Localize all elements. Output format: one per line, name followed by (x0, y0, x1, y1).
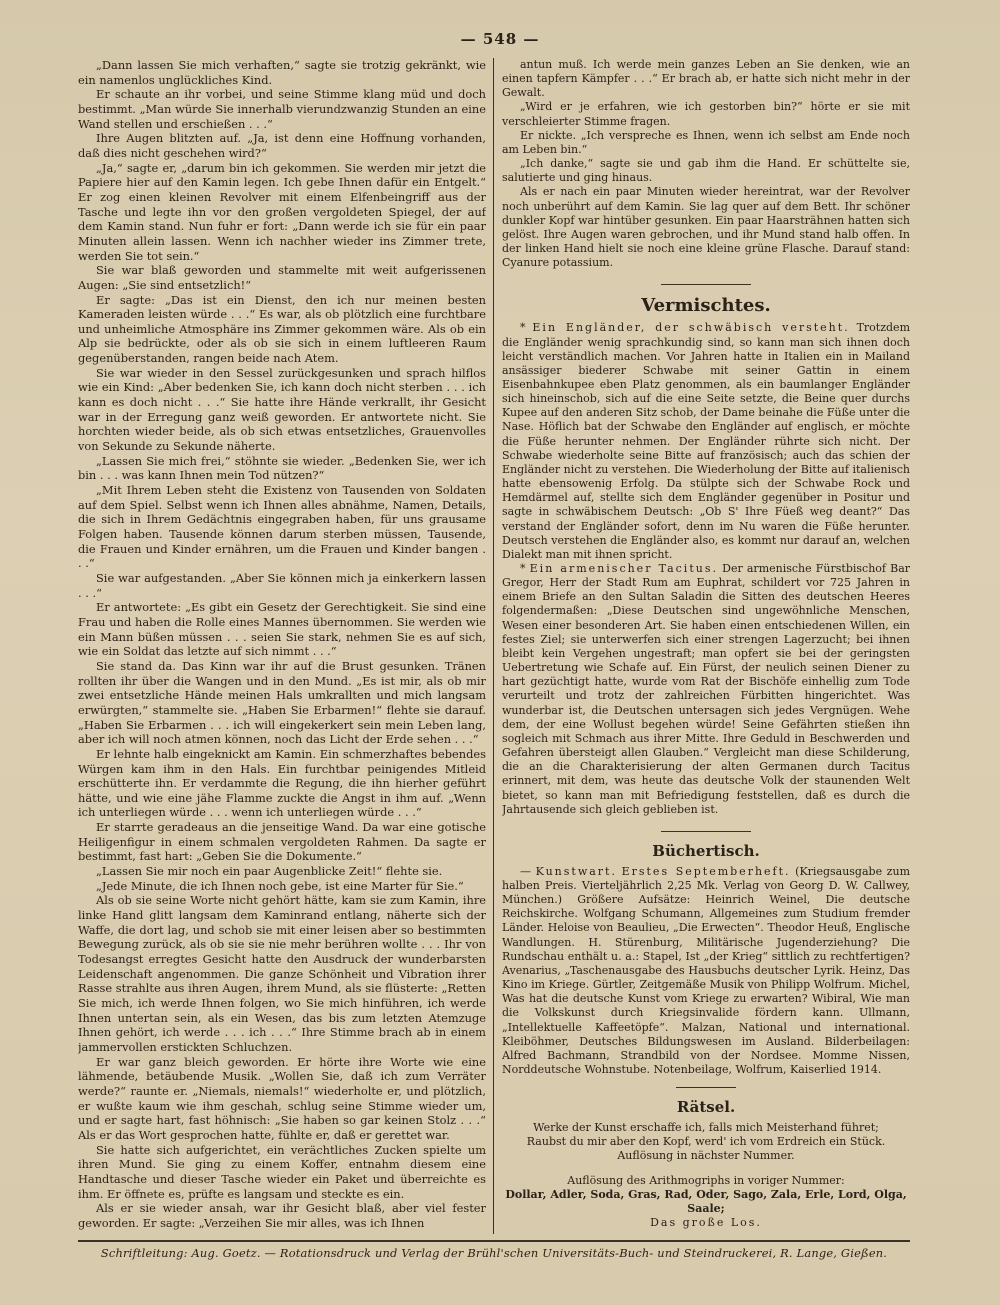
vermischtes-item-text: Trotzdem die Engländer wenig sprachkundig sind, so kann man sich ihnen doch leicht verständlich machen. Vor Jahren hatte in Italien ein in Mailand ansässiger biederer Schwabe mit seiner Gattin in einem Eisenbahnkupee eben Platz genommen, als ein baumlanger Engländer sich hineinschob, sich auf die eine Seite setzte, die Beine quer durchs Kupee auf den anderen Sitz schob, der Dame beinahe die Füße unter die Nase. Höflich bat der Schwabe den Engländer auf englisch, er möchte die Füße herunter nehmen. Der Engländer rührte sich nicht. Der Schwabe wiederholte seine Bitte auf französisch; auch das schien der Engländer nicht zu verstehen. Die Wiederholung der Bitte auf italienisch hatte ebensowenig Erfolg. Da stülpte sich der Schwabe Rock und Hemdärmel auf, stellte sich dem Engländer gegenüber in Positur und sagte in schwäbischem Deutsch: „Ob S' Ihre Füeß weg deant?“ Das verstand der Engländer sofort, denn im Nu waren die Füße herunter. Deutsch verstehen die Engländer also, es kommt nur darauf an, welchen Dialekt man mit ihnen spricht. (502, 321, 910, 561)
story-paragraph: Sie hatte sich aufgerichtet, ein verächtliches Zucken spielte um ihren Mund. Sie ging zu einem Koffer, entnahm diesem eine Handtasche und dieser Tasche wieder ein Paket und überreichte es ihm. Er öffnete es, prüfte es langsam und steckte es ein. (78, 1142, 486, 1201)
story-paragraph: „Mit Ihrem Leben steht die Existenz von Tausenden von Soldaten auf dem Spiel. Selbst wenn ich Ihnen alles abnähme, Namen, Details, die sich in Ihrem Gedächtnis eingegraben haben, für uns grausame Folgen haben. Tausende können darum sterben müssen, Tausende, die Frauen und Kinder ernähren, um die Frauen und Kinder bangen . . .“ (78, 483, 486, 571)
raetsel-line: Raubst du mir aber den Kopf, werd' ich vom Erdreich ein Stück. (526, 1135, 886, 1149)
story-paragraph: Als er nach ein paar Minuten wieder hereintrat, war der Revolver noch unberührt auf dem Kamin. Sie lag quer auf dem Bett. Ihr schöner dunkler Kopf war hintüber gesunken. Ein paar Haarsträhnen hatten sich gelöst. Ihre Augen waren gebrochen, und ihr Mund stand halb offen. In der linken Hand hielt sie noch eine kleine grüne Flasche. Darauf stand: Cyanure potassium. (502, 185, 910, 270)
story-paragraph: „Ich danke,“ sagte sie und gab ihm die Hand. Er schüttelte sie, salutierte und ging hinaus. (502, 157, 910, 185)
story-paragraph: „Jede Minute, die ich Ihnen noch gebe, ist eine Marter für Sie.“ (96, 878, 464, 893)
page-number: — 548 — (460, 30, 540, 48)
story-paragraph: Er starrte geradeaus an die jenseitige Wand. Da war eine gotische Heiligenfigur in einem schmalen vergoldeten Rahmen. Da sagte er bestimmt, fast hart: „Geben Sie die Dokumente.“ (78, 820, 486, 864)
buechertisch-entry: — Kunstwart. Erstes Septemberheft. (Kriegsausgabe zum halben Preis. Vierteljährlich 2,25 Mk. Verlag von Georg D. W. Callwey, München.) Größere Aufsätze: Heinrich Weinel, Die deutsche Reichskirche. Wolfgang Schumann, Allgemeines zum Studium fremder Länder. Heloise von Beaulieu, „Die Erwecten“. Theodor Heuß, Englische Wandlungen. H. Stürenburg, Militärische Jugenderziehung? Die Rundschau enthält u. a.: Stapel, Ist „der Krieg“ sittlich zu rechtfertigen? Avenarius, „Taschenausgabe des Hausbuchs deutscher Lyrik. Heinz, Das Kino im Kriege. Gürtler, Zeitgemäße Musik von Philipp Wolfrum. Michel, Was hat die deutsche Kunst vom Kriege zu erwarten? Wibiral, Wie man die Volkskunst durch Kriegsinvalide fördern kann. Ullmann, „Intellektuelle Kaffeetöpfe“. Malzan, National und international. Kleiböhmer, Deutsches Bildungswesen im Ausland. Bilderbeilagen: Alfred Bachmann, Strandbild von der Nordsee. Momme Nissen, Norddeutsche Wohnstube. Notenbeilage, Wolfrum, Kaiserlied 1914. (502, 864, 910, 1076)
story-paragraph: „Wird er je erfahren, wie ich gestorben bin?“ hörte er sie mit verschleierter Stimme fragen. (502, 100, 910, 128)
story-paragraph: „Ja,“ sagte er, „darum bin ich gekommen. Sie werden mir jetzt die Papiere hier auf den Kamin legen. Ich gebe Ihnen dafür ein Entgelt.“ Er zog einen kleinen Revolver mit einem Elfenbeingriff aus der Tasche und legte ihn vor den großen vergoldeten Spiegel, der auf dem Kamin stand. Nun fuhr er fort: „Dann werde ich sie für ein paar Minuten allein lassen. Wenn ich nachher wieder ins Zimmer trete, werden Sie tot sein.“ (78, 160, 486, 263)
left-column (78, 58, 486, 1233)
section-rule (676, 1087, 736, 1088)
raetsel-heading: Rätsel. (676, 1098, 736, 1117)
raetsel-note: Auflösung in nächster Nummer. (617, 1149, 795, 1163)
story-paragraph: Er schaute an ihr vorbei, und seine Stimme klang müd und doch bestimmt. „Man würde Sie innerhalb vierundzwanzig Stunden an eine Wand stellen und erschießen . . .“ (78, 87, 486, 131)
story-paragraph: Als ob sie seine Worte nicht gehört hätte, kam sie zum Kamin, ihre linke Hand glitt langsam dem Kaminrand entlang, näherte sich der Waffe, die dort lag, und schob sie mit einer leisen aber so bestimmten Bewegung zurück, als ob sie sie nie mehr berühren wollte . . . Ihr von Todesangst erregtes Gesicht hatte den Ausdruck der wunderbarsten Leidenschaft angenommen. Die ganze Schönheit und Vibration ihrer Rasse strahlte aus ihren Augen, ihrem Mund, als sie flüsterte: „Retten Sie mich, ich werde Ihnen folgen, wo Sie mich hinführen, ich werde Ihnen untertan sein, als ein Wesen, das bis zum letzten Atemzuge Ihnen gehört, ich werde . . . ich . . .“ Ihre Stimme brach ab in einem jammervollen erstickten Schluchzen. (78, 893, 486, 1054)
section-rule (661, 831, 751, 832)
story-paragraph: Er lehnte halb eingeknickt am Kamin. Ein schmerzhaftes bebendes Würgen kam ihm in den Hals. Ein furchtbar peinigendes Mitleid erschütterte ihn. Er verdammte die Regung, die ihn hierher geführt hätte, und wie eine jähe Flamme zuckte die Angst in ihm auf. „Wenn ich unterliegen würde . . . wenn ich unterliegen würde . . .“ (78, 746, 486, 820)
raetsel-solution-words: Dollar, Adler, Soda, Gras, Rad, Oder, Sago, Zala, Erle, Lord, Olga, Saale; (505, 1187, 907, 1215)
story-paragraph: „Lassen Sie mir noch ein paar Augenblicke Zeit!“ flehte sie. (96, 864, 443, 879)
column-divider (493, 58, 494, 1234)
buechertisch-title: Kunstwart. (535, 864, 617, 878)
vermischtes-heading: Vermischtes. (641, 295, 771, 317)
story-paragraph: „Lassen Sie mich frei,“ stöhnte sie wieder. „Bedenken Sie, wer ich bin . . . was kann Ihnen mein Tod nützen?“ (78, 453, 486, 483)
story-paragraph: Er antwortete: „Es gibt ein Gesetz der Gerechtigkeit. Sie sind eine Frau und haben die Rolle eines Mannes übernommen. Sie werden wie ein Mann büßen müssen . . . seien Sie stark, nehmen Sie es auf sich, wie ein Soldat das letzte auf sich nimmt . . .“ (78, 600, 486, 659)
story-paragraph: „Dann lassen Sie mich verhaften,“ sagte sie trotzig gekränkt, wie ein namenlos unglückliches Kind. (78, 58, 486, 87)
story-paragraph: Als er sie wieder ansah, war ihr Gesicht blaß, aber viel fester geworden. Er sagte: „Verzeihen Sie mir alles, was ich Ihnen (78, 1201, 486, 1230)
story-paragraph: Er nickte. „Ich verspreche es Ihnen, wenn ich selbst am Ende noch am Leben bin.“ (502, 128, 910, 156)
story-paragraph: Ihre Augen blitzten auf. „Ja, ist denn eine Hoffnung vorhanden, daß dies nicht geschehen wird?“ (78, 131, 486, 160)
vermischtes-item: * Ein armenischer Tacitus. Der armenische Fürstbischof Bar Gregor, Herr der Stadt Rum am Euphrat, schildert vor 725 Jahren in einem Briefe an den Sultan Saladin die Sitten des deutschen Heeres folgendermaßen: „Diese Deutschen sind ungewöhnliche Menschen, Wesen einer besonderen Art. Sie haben einen entschiedenen Willen, ein festes Ziel; sie unterwerfen sich einer strengen Lagerzucht; bei ihnen bleibt kein Vergehen ungestraft; man opfert sie bei der geringsten Uebertretung wie Schafe auf. Ein Fürst, der neulich seinen Diener zu hart gezüchtigt hatte, wurde vom Rat der Bischöfe einhellig zum Tode verurteilt und trotz der zahlreichen Fürbitten hingerichtet. Was wunderbar ist, die Deutschen untersagen sich jedes Vergnügen. Wehe dem, der eine Wollust begehen würde! Seine Gefährten stießen ihn sogleich mit Schmach aus ihrer Mitte. Ihre Geduld in Beschwerden und Gefahren übersteigt allen Glauben.“ Vergleicht man diese Schilderung, die an die Charakterisierung der alten Germanen durch Tacitus erinnert, mit dem, was heute das deutsche Volk der staunenden Welt bietet, so kann man mit Befriedigung feststellen, daß es durch die Jahrtausende sich gleich geblieben ist. (502, 562, 910, 816)
story-paragraph: antun muß. Ich werde mein ganzes Leben an Sie denken, wie an einen tapfern Kämpfer . . .“ Er brach ab, er hatte sich nicht mehr in der Gewalt. (502, 58, 910, 100)
buechertisch-heading: Büchertisch. (652, 841, 760, 860)
section-rule (661, 284, 751, 285)
story-paragraph: Sie war aufgestanden. „Aber Sie können mich ja einkerkern lassen . . .“ (78, 570, 486, 600)
story-paragraph: Sie war blaß geworden und stammelte mit weit aufgerissenen Augen: „Sie sind entsetzlich!“ (78, 263, 486, 292)
vermischtes-section (502, 321, 910, 816)
story-paragraph: Er war ganz bleich geworden. Er hörte ihre Worte wie eine lähmende, betäubende Musik. „Wollen Sie, daß ich zum Verräter werde?“ raunte er. „Niemals, niemals!“ wiederholte er, und plötzlich, er wußte kaum wie ihm geschah, schlug seine Stimme wieder um, und er sagte hart, fast höhnisch: „Sie haben so gar keinen Stolz . . .“ Als er das Wort gesprochen hatte, fühlte er, daß er gerettet war. (78, 1054, 486, 1142)
raetsel-solution-intro: Auflösung des Arithmogriphs in voriger Nummer: (567, 1173, 845, 1187)
raetsel-line: Werke der Kunst erschaffe ich, falls mich Meisterhand führet; (533, 1121, 879, 1135)
raetsel-solution-final: Das große Los. (650, 1216, 762, 1230)
story-paragraph: Sie war wieder in den Sessel zurückgesunken und sprach hilflos wie ein Kind: „Aber bedenken Sie, ich kann doch nicht sterben . . . ich kann es doch nicht . . .“ Sie hatte ihre Hände verkrallt, ihr Gesicht war in der Erregung ganz weiß geworden. Er antwortete nicht. Sie horchten wieder beide, als ob sich etwas entsetzliches, Grauenvolles von Sekunde zu Sekunde näherte. (78, 365, 486, 454)
footer-rule (78, 1240, 910, 1242)
story-continuation (502, 58, 910, 270)
raetsel-section (502, 1121, 910, 1230)
buechertisch-text: (Kriegsausgabe zum halben Preis. Vierteljährlich 2,25 Mk. Verlag von Georg D. W. Callwey, München.) Größere Aufsätze: Heinrich Weinel, Die deutsche Reichskirche. Wolfgang Schumann, Allgemeines zum Studium fremder Länder. Heloise von Beaulieu, „Die Erwecten“. Theodor Heuß, Englische Wandlungen. H. Stürenburg, Militärische Jugenderziehung? Die Rundschau enthält u. a.: Stapel, Ist „der Krieg“ sittlich zu rechtfertigen? Avenarius, „Taschenausgabe des Hausbuchs deutscher Lyrik. Heinz, Das Kino im Kriege. Gürtler, Zeitgemäße Musik von Philipp Wolfrum. Michel, Was hat die deutsche Kunst vom Kriege zu erwarten? Wibiral, Wie man die Volkskunst durch Kriegsinvalide fördern kann. Ullmann, „Intellektuelle Kaffeetöpfe“. Malzan, National und international. Kleiböhmer, Deutsches Bildungswesen im Ausland. Bilderbeilagen: Alfred Bachmann, Strandbild von der Nordsee. Momme Nissen, Norddeutsche Wohnstube. Notenbeilage, Wolfrum, Kaiserlied 1914. (502, 864, 910, 1076)
imprint-footer: Schriftleitung: Aug. Goetz. — Rotationsdruck und Verlag der Brühl'schen Universitäts-Buch- und Steindruckerei, R. Lange, Gießen. (100, 1246, 888, 1260)
vermischtes-item-title: Ein Engländer, der schwäbisch versteht. (532, 321, 850, 335)
vermischtes-item: * Ein Engländer, der schwäbisch versteht. Trotzdem die Engländer wenig sprachkundig sind, so kann man sich ihnen doch leicht verständlich machen. Vor Jahren hatte in Italien ein in Mailand ansässiger biederer Schwabe mit seiner Gattin in einem Eisenbahnkupee eben Platz genommen, als ein baumlanger Engländer sich hineinschob, sich auf die eine Seite setzte, die Beine quer durchs Kupee auf den anderen Sitz schob, der Dame beinahe die Füße unter die Nase. Höflich bat der Schwabe den Engländer auf englisch, er möchte die Füße herunter nehmen. Der Engländer rührte sich nicht. Der Schwabe wiederholte seine Bitte auf französisch; auch das schien der Engländer nicht zu verstehen. Die Wiederholung der Bitte auf italienisch hatte ebensowenig Erfolg. Da stülpte sich der Schwabe Rock und Hemdärmel auf, stellte sich dem Engländer gegenüber in Positur und sagte in schwäbischem Deutsch: „Ob S' Ihre Füeß weg deant?“ Das verstand der Engländer sofort, denn im Nu waren die Füße herunter. Deutsch verstehen die Engländer also, es kommt nur darauf an, welchen Dialekt man mit ihnen spricht. (502, 321, 910, 561)
vermischtes-item-text: Der armenische Fürstbischof Bar Gregor, Herr der Stadt Rum am Euphrat, schildert vor 725 Jahren in einem Briefe an den Sultan Saladin die Sitten des deutschen Heeres folgendermaßen: „Diese Deutschen sind ungewöhnliche Menschen, Wesen einer besonderen Art. Sie haben einen entschiedenen Willen, ein festes Ziel; sie unterwerfen sich einer strengen Lagerzucht; bei ihnen bleibt kein Vergehen ungestraft; man opfert sie bei der geringsten Uebertretung wie Schafe auf. Ein Fürst, der neulich seinen Diener zu hart gezüchtigt hatte, wurde vom Rat der Bischöfe einhellig zum Tode verurteilt und trotz der zahlreichen Fürbitten hingerichtet. Was wunderbar ist, die Deutschen untersagen sich jedes Vergnügen. Wehe dem, der eine Wollust begehen würde! Seine Gefährten stießen ihn sogleich mit Schmach aus ihrer Mitte. Ihre Geduld in Beschwerden und Gefahren übersteigt allen Glauben.“ Vergleicht man diese Schilderung, die an die Charakterisierung der alten Germanen durch Tacitus erinnert, mit dem, was heute das deutsche Volk der staunenden Welt bietet, so kann man mit Befriedigung feststellen, daß es durch die Jahrtausende sich gleich geblieben ist. (502, 562, 910, 816)
story-paragraph: Er sagte: „Das ist ein Dienst, den ich nur meinen besten Kameraden leisten würde . . .“ Es war, als ob plötzlich eine furchtbare und unheimliche Atmosphäre ins Zimmer gekommen wäre. Als ob ein Alp sie bedrückte, oder als ob sie sich in einem luftleeren Raum gegenüberstanden, rangen beide nach Atem. (78, 292, 486, 366)
story-paragraph: Sie stand da. Das Kinn war ihr auf die Brust gesunken. Tränen rollten ihr über die Wangen und in den Mund. „Es ist mir, als ob mir zwei entsetzliche Hände meinen Hals umkrallten und mich langsam erwürgten,“ stammelte sie. „Haben Sie Erbarmen!“ flehte sie darauf. „Haben Sie Erbarmen . . . ich will eingekerkert sein mein Leben lang, aber ich will noch atmen können, noch das Licht der Erde sehen . . .“ (78, 658, 486, 747)
right-column (502, 58, 910, 1233)
buechertisch-title-rest: Erstes Septemberheft. (621, 864, 791, 878)
vermischtes-item-title: Ein armenischer Tacitus. (529, 562, 718, 575)
